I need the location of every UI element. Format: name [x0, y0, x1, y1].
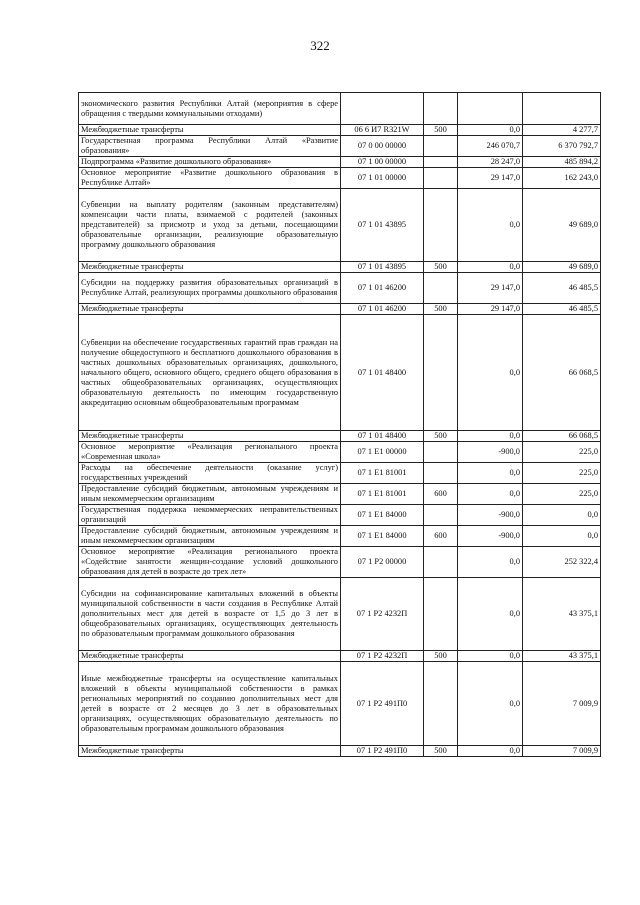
row-code: 07 1 E1 84000: [341, 526, 424, 547]
row-code: 07 1 01 48400: [341, 315, 424, 431]
row-amount-change: -900,0: [458, 505, 523, 526]
page-number: 322: [310, 38, 330, 53]
row-amount-change: 0,0: [458, 315, 523, 431]
row-name: Межбюджетные трансферты: [79, 125, 341, 136]
row-expense-type: 500: [424, 304, 458, 315]
row-code: 07 1 P2 491П0: [341, 662, 424, 746]
table-row: [79, 93, 601, 125]
row-amount-total: 7 009,9: [523, 662, 601, 746]
row-amount-total: 0,0: [523, 526, 601, 547]
row-amount-total: 7 009,9: [523, 746, 601, 757]
table-row: [79, 304, 601, 315]
row-expense-type: [424, 662, 458, 746]
row-code: 07 1 P2 4232П: [341, 651, 424, 662]
budget-table: [78, 92, 601, 757]
table-row: [79, 157, 601, 168]
row-code: 07 1 01 43895: [341, 189, 424, 262]
row-amount-total: 162 243,0: [523, 168, 601, 189]
row-amount-total: 46 485,5: [523, 304, 601, 315]
row-name: Основное мероприятие «Реализация регионального проекта «Современная школа»: [79, 442, 341, 463]
row-amount-total: 4 277,7: [523, 125, 601, 136]
row-name: Государственная программа Республики Алтай «Развитие образования»: [79, 136, 341, 157]
row-code: 07 0 00 00000: [341, 136, 424, 157]
row-amount-change: 0,0: [458, 431, 523, 442]
row-amount-change: 29 147,0: [458, 304, 523, 315]
row-amount-total: 225,0: [523, 484, 601, 505]
row-amount-change: 0,0: [458, 662, 523, 746]
row-amount-total: 0,0: [523, 505, 601, 526]
row-name: Подпрограмма «Развитие дошкольного образования»: [79, 157, 341, 168]
row-name: Межбюджетные трансферты: [79, 262, 341, 273]
row-name: Государственная поддержка некоммерческих неправительственных организаций: [79, 505, 341, 526]
row-amount-change: 29 147,0: [458, 273, 523, 304]
row-code: 07 1 E1 00000: [341, 442, 424, 463]
table-row: [79, 746, 601, 757]
row-amount-total: 252 322,4: [523, 547, 601, 578]
row-name: Иные межбюджетные трансферты на осуществление капитальных вложений в объекты муниципальной собственности в рамках региональных мероприятий по созданию дополнительных мест для детей в возрасте от 2 месяцев до 3 лет в образовательных организациях, осуществляющих образовательную деятельность по образовательным программам дошкольного образования: [79, 662, 341, 746]
row-amount-total: 6 370 792,7: [523, 136, 601, 157]
row-amount-change: 0,0: [458, 651, 523, 662]
row-expense-type: [424, 136, 458, 157]
row-name: Субвенции на обеспечение государственных гарантий прав граждан на получение общедоступного и бесплатного дошкольного образования в частных дошкольных образовательных организациях, дошкольного, начального общего, основного общего, среднего общего образования в частных общеобразовательных организациях, осуществляющих образовательную деятельность по имеющим государственную аккредитацию основным общеобразовательным программам: [79, 315, 341, 431]
row-expense-type: [424, 442, 458, 463]
row-amount-change: -900,0: [458, 442, 523, 463]
row-code: 07 1 01 48400: [341, 431, 424, 442]
table-row: [79, 431, 601, 442]
row-amount-total: 49 689,0: [523, 189, 601, 262]
table-row: [79, 463, 601, 484]
row-name: Предоставление субсидий бюджетным, автономным учреждениям и иным некоммерческим организациям: [79, 484, 341, 505]
row-expense-type: 500: [424, 125, 458, 136]
table-row: [79, 578, 601, 651]
row-code: 07 1 P2 00000: [341, 547, 424, 578]
row-amount-change: 0,0: [458, 578, 523, 651]
row-code: [341, 93, 424, 125]
table-row: [79, 262, 601, 273]
row-name: Субсидии на поддержку развития образовательных организаций в Республике Алтай, реализующих программы дошкольного образования: [79, 273, 341, 304]
row-expense-type: 600: [424, 526, 458, 547]
row-expense-type: [424, 578, 458, 651]
table-row: [79, 125, 601, 136]
table-row: [79, 168, 601, 189]
row-code: 07 1 00 00000: [341, 157, 424, 168]
table-row: [79, 662, 601, 746]
row-amount-change: 0,0: [458, 463, 523, 484]
row-name: Основное мероприятие «Развитие дошкольного образования в Республике Алтай»: [79, 168, 341, 189]
table-row: [79, 315, 601, 431]
row-amount-total: 485 894,2: [523, 157, 601, 168]
row-name: Межбюджетные трансферты: [79, 431, 341, 442]
row-expense-type: [424, 189, 458, 262]
row-name: Предоставление субсидий бюджетным, автономным учреждениям и иным некоммерческим организациям: [79, 526, 341, 547]
row-code: 07 1 E1 81001: [341, 484, 424, 505]
row-amount-change: [458, 93, 523, 125]
row-expense-type: [424, 168, 458, 189]
row-amount-change: 29 147,0: [458, 168, 523, 189]
row-expense-type: 500: [424, 431, 458, 442]
row-code: 07 1 P2 4232П: [341, 578, 424, 651]
row-amount-change: 28 247,0: [458, 157, 523, 168]
row-expense-type: [424, 273, 458, 304]
row-expense-type: 500: [424, 746, 458, 757]
row-name: Расходы на обеспечение деятельности (оказание услуг) государственных учреждений: [79, 463, 341, 484]
row-amount-total: 225,0: [523, 463, 601, 484]
row-amount-change: 0,0: [458, 262, 523, 273]
row-expense-type: 500: [424, 262, 458, 273]
row-amount-total: 43 375,1: [523, 578, 601, 651]
table-row: [79, 651, 601, 662]
table-row: [79, 484, 601, 505]
row-amount-total: 225,0: [523, 442, 601, 463]
row-amount-change: 0,0: [458, 547, 523, 578]
row-code: 07 1 E1 81001: [341, 463, 424, 484]
row-amount-total: [523, 93, 601, 125]
row-expense-type: 600: [424, 484, 458, 505]
row-amount-total: 46 485,5: [523, 273, 601, 304]
table-row: [79, 547, 601, 578]
table-row: [79, 273, 601, 304]
row-amount-change: 246 070,7: [458, 136, 523, 157]
row-amount-change: 0,0: [458, 484, 523, 505]
row-expense-type: 500: [424, 651, 458, 662]
row-amount-change: 0,0: [458, 746, 523, 757]
row-expense-type: [424, 463, 458, 484]
row-code: 07 1 01 00000: [341, 168, 424, 189]
row-name: Субсидии на софинансирование капитальных вложений в объекты муниципальной собственности в части создания в Республике Алтай дополнительных мест для детей в возрасте от 1,5 до 3 лет в общеобразовательных организациях, осуществляющих деятельность по образовательным программам дошкольного образования: [79, 578, 341, 651]
row-name: Межбюджетные трансферты: [79, 304, 341, 315]
row-expense-type: [424, 93, 458, 125]
row-expense-type: [424, 315, 458, 431]
budget-table-body: [79, 93, 601, 757]
row-amount-total: 43 375,1: [523, 651, 601, 662]
row-expense-type: [424, 157, 458, 168]
row-name: Основное мероприятие «Реализация регионального проекта «Содействие занятости женщин-создание условий дошкольного образования для детей в возрасте до трех лет»: [79, 547, 341, 578]
row-code: 07 1 E1 84000: [341, 505, 424, 526]
row-name: Субвенции на выплату родителям (законным представителям) компенсации части платы, взимаемой с родителей (законных представителей) за присмотр и уход за детьми, посещающими образовательные организации, реализующие образовательную программу дошкольного образования: [79, 189, 341, 262]
row-name: Межбюджетные трансферты: [79, 651, 341, 662]
row-expense-type: [424, 505, 458, 526]
row-code: 07 1 01 46200: [341, 304, 424, 315]
row-code: 06 6 И7 R321W: [341, 125, 424, 136]
row-amount-total: 49 689,0: [523, 262, 601, 273]
table-row: [79, 526, 601, 547]
table-row: [79, 505, 601, 526]
row-code: 07 1 01 46200: [341, 273, 424, 304]
row-amount-total: 66 068,5: [523, 315, 601, 431]
row-amount-change: 0,0: [458, 189, 523, 262]
table-row: [79, 189, 601, 262]
row-amount-change: -900,0: [458, 526, 523, 547]
row-expense-type: [424, 547, 458, 578]
table-row: [79, 136, 601, 157]
row-name: Межбюджетные трансферты: [79, 746, 341, 757]
row-code: 07 1 P2 491П0: [341, 746, 424, 757]
row-code: 07 1 01 43895: [341, 262, 424, 273]
row-name: экономического развития Республики Алтай (мероприятия в сфере обращения с твердыми коммунальными отходами): [79, 93, 341, 125]
row-amount-change: 0,0: [458, 125, 523, 136]
row-amount-total: 66 068,5: [523, 431, 601, 442]
table-row: [79, 442, 601, 463]
